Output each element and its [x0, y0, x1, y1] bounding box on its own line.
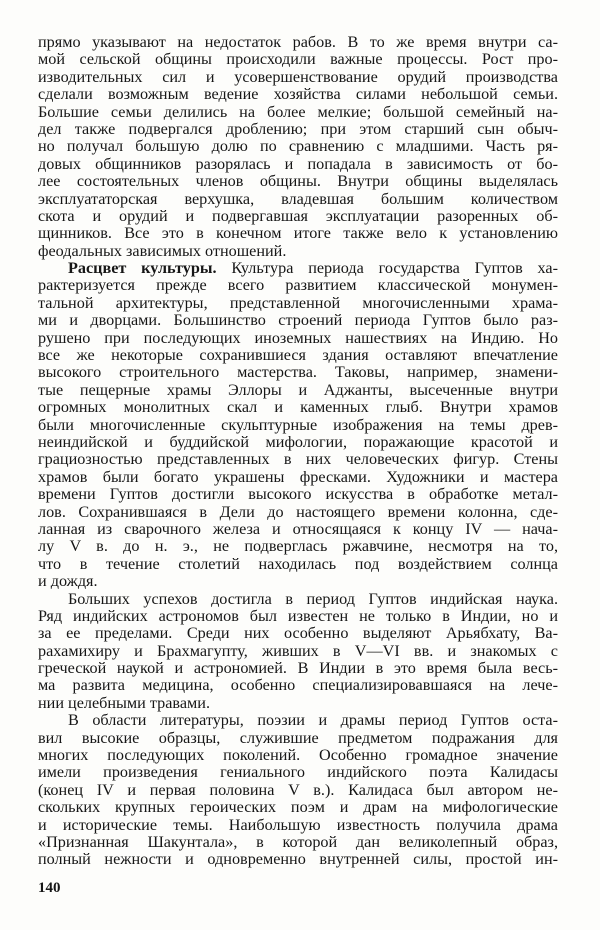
text-line: огромных монолитных скал и каменных глыб. Внутри храмов	[38, 398, 558, 417]
text-line: лее состоятельных членов общины. Внутри общины выделялась	[38, 172, 558, 191]
text-line: все же некоторые сохранившиеся здания оставляют впечатление	[38, 346, 558, 365]
text-line: полный нежности и одновременно внутренней силы, простой ин-	[38, 850, 558, 869]
text-line: и исторические темы. Наибольшую известность получила драма	[38, 815, 558, 834]
text-line: щинников. Все это в конечном итоге также вело к установлению	[38, 224, 558, 243]
text-line: вил высокие образцы, служившие предметом подражания для	[38, 728, 558, 747]
text-line: ланная из сварочного железа и относящаяся к концу IV — нача-	[38, 519, 558, 538]
text-line: Большие семьи делились на более мелкие; большой семейный на-	[38, 102, 558, 121]
text-line: Ряд индийских астрономов был известен не только в Индии, но и	[38, 606, 558, 625]
text-line: тые пещерные храмы Эллоры и Аджанты, высеченные внутри	[38, 380, 558, 399]
text-line: и дождя.	[38, 572, 98, 591]
text-line: храмов были богато украшены фресками. Художники и мастера	[38, 467, 558, 486]
text-line: но получал большую долю по сравнению с младшими. Часть ря-	[38, 137, 558, 156]
text-line: времени Гуптов достигли высокого искусства в обработке метал-	[38, 485, 558, 504]
text-line: сделали возможным ведение хозяйства силами небольшой семьи.	[38, 85, 558, 104]
text-line: были многочисленные скульптурные изображения на темы древ-	[38, 415, 558, 434]
text-line: изводительных сил и усовершенствование орудий производства	[38, 67, 558, 86]
text-line: В области литературы, поэзии и драмы период Гуптов оста-	[68, 711, 558, 730]
page-text	[38, 34, 558, 869]
text-line: скольких крупных героических поэм и драм на мифологические	[38, 798, 558, 817]
text-line: феодальных зависимых отношений.	[38, 241, 287, 260]
text-line: высокого строительного мастерства. Таковы, например, знамени-	[38, 363, 558, 382]
text-line: имели произведения гениального индийского поэта Калидасы	[38, 763, 558, 782]
text-line: рахамихиру и Брахмагупту, живших в V—VI вв. и знакомых с	[38, 641, 558, 660]
text-line: «Признанная Шакунтала», в которой дан великолепный образ,	[38, 832, 558, 851]
text-line: дел также подвергался дроблению; при этом старший сын обыч-	[38, 119, 558, 138]
text-line: рушено при последующих иноземных нашествиях на Индию. Но	[38, 328, 558, 347]
text-line: эксплуататорская верхушка, владевшая большим количеством	[38, 189, 558, 208]
text-line: ми и дворцами. Большинство строений периода Гуптов было раз-	[38, 311, 558, 330]
text-line: мой сельской общины происходили важные процессы. Рост про-	[38, 50, 558, 69]
text-line: за ее пределами. Среди них особенно выделяют Арьябхату, Ва-	[38, 624, 558, 643]
paragraph-4	[38, 712, 558, 869]
text-line: лов. Сохранившаяся в Дели до настоящего времени колонна, сде-	[38, 502, 558, 521]
text-line: довых общинников разорялась и попадала в зависимость от бо-	[38, 154, 558, 173]
text-line: что в течение столетий находилась под воздействием солнца	[38, 554, 558, 573]
text-line: (конец IV и первая половина V в.). Калидаса был автором не-	[38, 780, 558, 799]
text-line: лу V в. до н. э., не подверглась ржавчине, несмотря на то,	[38, 537, 558, 556]
section-heading: Расцвет культуры.	[68, 259, 217, 278]
heading-line-rest: Культура периода государства Гуптов ха-	[231, 259, 558, 278]
text-line: тальной архитектуры, представленной многочисленными храма-	[38, 293, 558, 312]
paragraph-1	[38, 34, 558, 260]
page-number: 140	[38, 880, 61, 896]
text-line: неиндийской и буддийской мифологии, поражающие красотой и	[38, 432, 558, 451]
text-line: многих последующих поколений. Особенно громадное значение	[38, 746, 558, 765]
paragraph-3	[38, 591, 558, 713]
text-line: скота и орудий и подвергавшая эксплуатации разоренных об-	[38, 206, 558, 225]
text-line: греческой наукой и астрономией. В Индии в это время была весь-	[38, 659, 558, 678]
text-line: нии целебными травами.	[38, 693, 210, 712]
text-line: ма развита медицина, особенно специализировавшаяся на лече-	[38, 676, 558, 695]
text-line: грациозностью представленных в них человеческих фигур. Стены	[38, 450, 558, 469]
text-line: Больших успехов достигла в период Гуптов индийская наука.	[68, 589, 558, 608]
text-line: рактеризуется прежде всего развитием классической монумен-	[38, 276, 558, 295]
text-line: прямо указывают на недостаток рабов. В то же время внутри са-	[38, 33, 558, 51]
text-line	[38, 260, 558, 277]
paragraph-2	[38, 260, 558, 590]
